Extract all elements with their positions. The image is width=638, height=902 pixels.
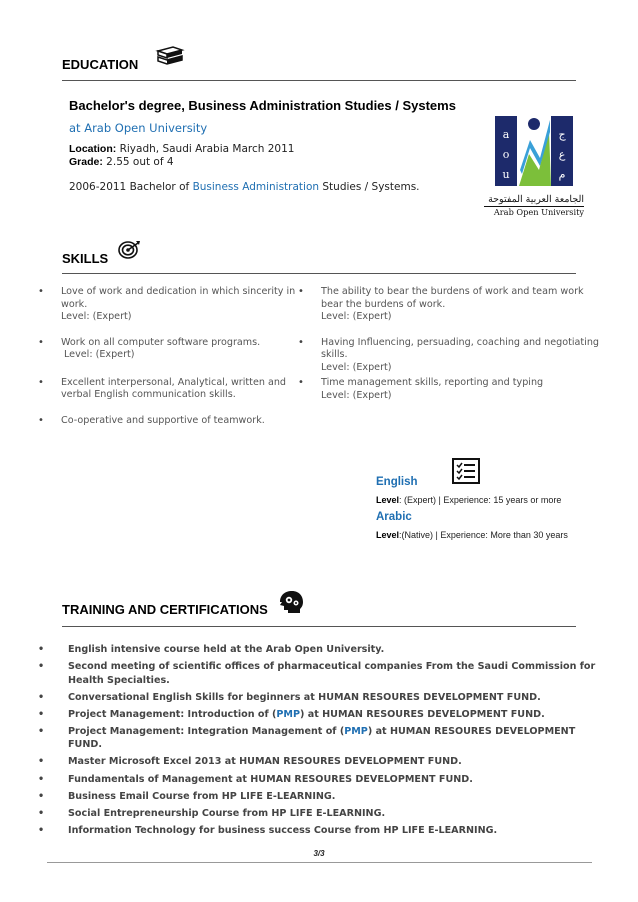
grade-value: 2.55 out of 4 xyxy=(102,156,174,168)
svg-text:u: u xyxy=(502,168,510,181)
footer-divider xyxy=(47,862,592,863)
level-label: Level xyxy=(376,495,400,505)
skill-text: • Time management skills, reporting and typing xyxy=(321,377,544,388)
checklist-icon xyxy=(452,458,480,484)
university-logo xyxy=(484,110,584,217)
level-label: Level xyxy=(376,530,400,540)
skills-left-list xyxy=(36,286,296,440)
language-name-english: English xyxy=(376,476,418,488)
skill-level: Level: (Expert) xyxy=(321,361,392,373)
arab-open-university-logo-icon xyxy=(484,110,584,188)
training-text: Project Management: Integration Management of ( xyxy=(68,725,345,737)
skill-item xyxy=(36,377,296,402)
books-icon xyxy=(155,46,185,68)
education-description xyxy=(69,181,420,193)
pmp-highlight: PMP xyxy=(344,725,368,737)
training-item: • Conversational English Skills for beginners at HUMAN RESOURES DEVELOPMENT FUND. xyxy=(36,691,606,705)
education-heading: EDUCATION xyxy=(62,57,139,72)
training-heading: TRAINING AND CERTIFICATIONS xyxy=(62,602,268,617)
skill-item xyxy=(296,377,606,402)
training-item xyxy=(36,725,606,752)
target-icon xyxy=(117,240,141,260)
university-name: at Arab Open University xyxy=(69,121,208,135)
skill-text: • Co-operative and supportive of teamwork. xyxy=(61,414,265,426)
skill-text: • Excellent interpersonal, Analytical, written and verbal English communication skills. xyxy=(61,376,287,400)
skills-divider xyxy=(62,273,576,274)
skills-right-list xyxy=(296,286,606,415)
training-divider xyxy=(62,626,576,627)
logo-english-name: Arab Open University xyxy=(484,206,584,218)
training-item: • Business Email Course from HP LIFE E-LEARNING. xyxy=(36,790,606,804)
desc-prefix: 2006-2011 Bachelor of xyxy=(69,181,193,193)
skill-level: Level: (Expert) xyxy=(321,389,392,401)
skill-item xyxy=(36,415,296,428)
grade-line xyxy=(69,156,174,168)
training-text: Project Management: Introduction of ( xyxy=(68,708,277,720)
language-level-english xyxy=(376,495,561,505)
svg-text:o: o xyxy=(502,148,510,161)
degree-title: Bachelor's degree, Business Administration Studies / Systems xyxy=(69,98,456,113)
training-item: • Social Entrepreneurship Course from HP LIFE E-LEARNING. xyxy=(36,807,606,821)
training-text: ) at HUMAN RESOURES DEVELOPMENT FUND. xyxy=(68,725,576,751)
head-gears-icon xyxy=(276,590,306,614)
svg-text:ع: ع xyxy=(558,148,566,161)
skill-text: • Having Influencing, persuading, coaching and negotiating skills. xyxy=(321,336,600,360)
training-item: • Second meeting of scientific offices of pharmaceutical companies From the Saudi Commission for Health Specialties. xyxy=(36,660,606,687)
skill-level: Level: (Expert) xyxy=(64,349,135,360)
skill-item xyxy=(36,286,296,324)
skills-heading: SKILLS xyxy=(62,251,109,266)
language-name-arabic: Arabic xyxy=(376,511,412,523)
svg-text:م: م xyxy=(558,168,566,181)
logo-arabic-name: الجامعة العربية المفتوحة xyxy=(488,194,584,205)
skill-text: • The ability to bear the burdens of work and team work bear the burdens of work. xyxy=(321,286,584,310)
svg-text:a: a xyxy=(502,128,510,141)
skill-text: • Work on all computer software programs. xyxy=(61,336,261,348)
page-number: 3/3 xyxy=(313,849,325,858)
training-item xyxy=(36,708,606,722)
skill-item xyxy=(296,286,606,324)
grade-label: Grade: xyxy=(69,156,103,168)
desc-highlight: Business Administration xyxy=(192,181,320,193)
skill-level: Level: (Expert) xyxy=(61,311,132,322)
skill-item xyxy=(296,337,606,375)
level-detail: :(Native) | Experience: More than 30 years xyxy=(399,530,568,540)
skill-item xyxy=(36,337,296,362)
pmp-highlight: PMP xyxy=(276,708,300,720)
training-list xyxy=(36,643,606,841)
location-value: Riyadh, Saudi Arabia March 2011 xyxy=(116,143,295,155)
level-detail: : (Expert) | Experience: 15 years or more xyxy=(399,495,562,505)
training-text: ) at HUMAN RESOURES DEVELOPMENT FUND. xyxy=(300,708,545,720)
training-item: • Master Microsoft Excel 2013 at HUMAN RESOURES DEVELOPMENT FUND. xyxy=(36,755,606,769)
svg-text:ج: ج xyxy=(558,128,566,141)
education-divider xyxy=(62,80,576,81)
skill-text: • Love of work and dedication in which sincerity in work. xyxy=(61,286,296,310)
skill-level: Level: (Expert) xyxy=(321,311,392,322)
training-item: • Fundamentals of Management at HUMAN RESOURES DEVELOPMENT FUND. xyxy=(36,773,606,787)
location-line xyxy=(69,143,294,155)
language-level-arabic xyxy=(376,530,568,540)
location-label: Location: xyxy=(69,143,117,155)
training-item: • English intensive course held at the Arab Open University. xyxy=(36,643,606,657)
desc-suffix: Studies / Systems. xyxy=(319,181,420,193)
training-item: • Information Technology for business success Course from HP LIFE E-LEARNING. xyxy=(36,824,606,838)
